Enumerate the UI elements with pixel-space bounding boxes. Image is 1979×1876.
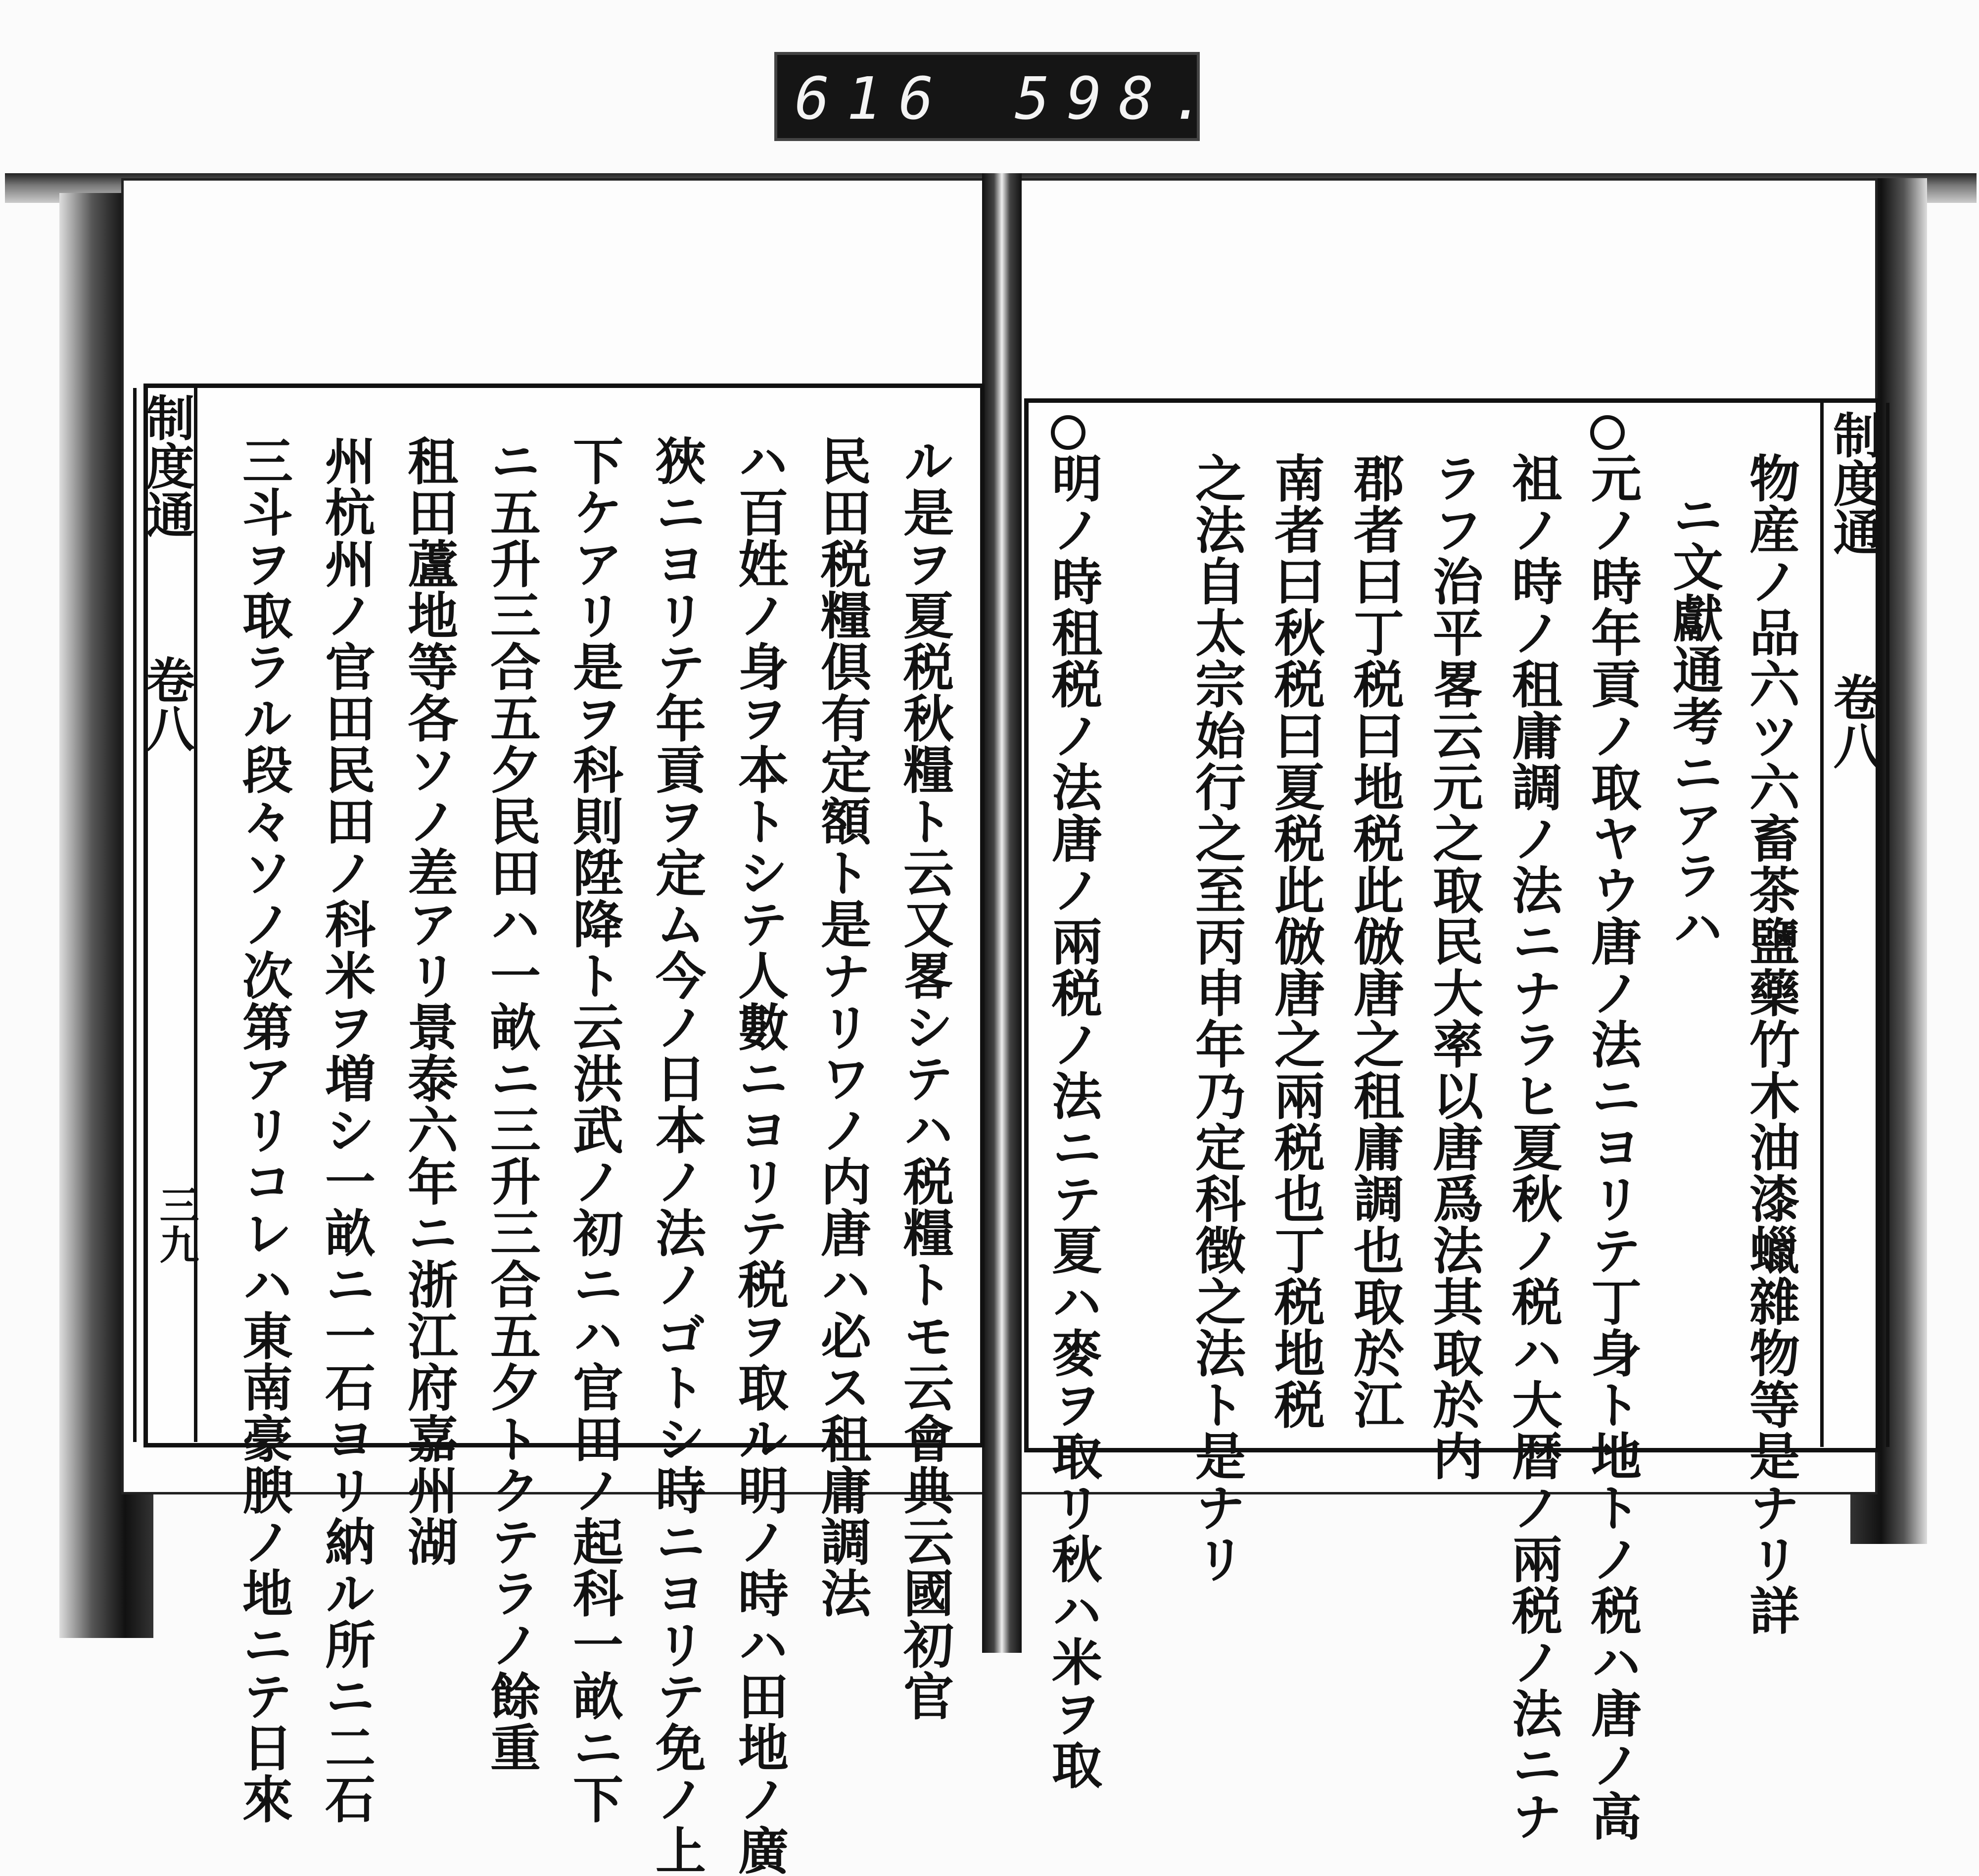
left-column-9: 三斗ヲ取ラル段々ソノ次第アリコレハ東南豪腴ノ地ニテ日來 xyxy=(234,435,293,1825)
left-header-volume: 卷八 xyxy=(138,655,195,752)
right-header-volume: 卷八 xyxy=(1825,673,1882,770)
left-column-4: 狹ニヨリテ年貢ヲ定ム今ノ日本ノ法ノゴトシ時ニヨリテ免ノ上 xyxy=(647,435,707,1876)
left-text-frame xyxy=(138,384,985,1876)
left-header-title: 制度通 xyxy=(138,393,195,538)
right-column-4: 祖ノ時ノ租庸調ノ法ニナラヒ夏秋ノ税ハ大暦ノ兩税ノ法ニナ xyxy=(1504,452,1563,1842)
archive-number-left: 616 xyxy=(795,64,951,133)
circle-marker-icon xyxy=(1051,415,1085,450)
left-column-5: 下ケアリ是ヲ科則陞降ト云洪武ノ初ニハ官田ノ起科一畝ニ下 xyxy=(565,435,624,1825)
right-column-5: ラフ治平畧云元之取民大率以唐爲法其取於内 xyxy=(1424,452,1484,1482)
right-column-2: ニ文獻通考ニアラハ xyxy=(1664,489,1724,953)
archive-label xyxy=(774,52,1223,141)
left-page-number: 三九 xyxy=(153,1185,199,1264)
left-column-3: ハ百姓ノ身ヲ本トシテ人數ニヨリテ税ヲ取ル明ノ時ハ田地ノ廣 xyxy=(730,435,789,1876)
right-column-6: 郡者曰丁税曰地税此倣唐之租庸調也取於江 xyxy=(1345,452,1405,1430)
right-column-8: 之法自太宗始行之至丙申年乃定科徴之法ト是ナリ xyxy=(1187,452,1246,1585)
right-column-1: 物産ノ品六ツ六畜茶鹽藥竹木油漆蠟雜物等是ナリ詳 xyxy=(1741,452,1800,1636)
archive-number-right: 598. xyxy=(1015,64,1223,133)
right-header-title: 制度通 xyxy=(1825,410,1882,556)
circle-marker-icon xyxy=(1590,415,1625,450)
right-column-7: 南者曰秋税曰夏税此倣唐之兩税也丁税地税 xyxy=(1266,452,1325,1430)
right-text-frame xyxy=(1024,398,1882,1842)
right-column-3: 元ノ時年貢ノ取ヤウ唐ノ法ニヨリテ丁身ト地トノ税ハ唐ノ高 xyxy=(1583,452,1642,1842)
left-column-1: ル是ヲ夏税秋糧ト云又畧シテハ税糧トモ云會典云國初官 xyxy=(895,435,954,1722)
left-column-2: 民田税糧倶有定額ト是ナリワノ内唐ハ必ス租庸調法 xyxy=(812,435,872,1619)
left-column-6: ニ五升三合五夕民田ハ一畝ニ三升三合五夕トクテラノ餘重 xyxy=(482,435,541,1773)
book-spine xyxy=(982,173,1022,1653)
left-column-7: 租田蘆地等各ソノ差アリ景泰六年ニ浙江府嘉州湖 xyxy=(399,435,459,1567)
left-header-column xyxy=(133,388,197,1442)
right-header-column xyxy=(1820,403,1889,1447)
left-column-8: 州杭州ノ官田民田ノ科米ヲ増シ一畝ニ一石ヨリ納ル所ニ二石 xyxy=(317,435,376,1825)
right-column-9: 明ノ時租税ノ法唐ノ兩税ノ法ニテ夏ハ麥ヲ取リ秋ハ米ヲ取 xyxy=(1043,452,1103,1790)
